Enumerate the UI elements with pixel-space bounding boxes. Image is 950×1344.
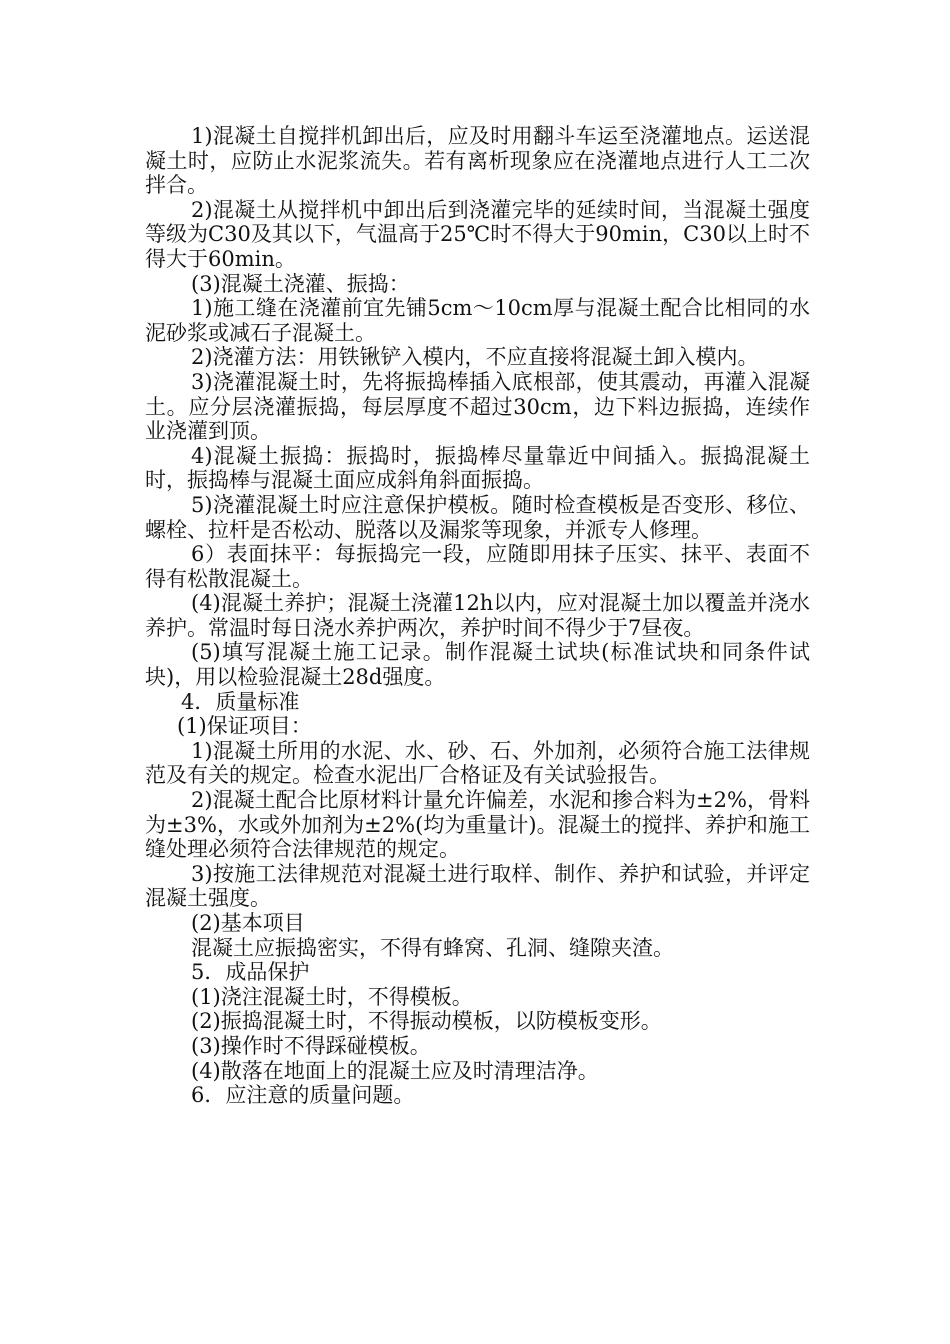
paragraph-concrete-transport: 1)混凝土自搅拌机卸出后，应及时用翻斗车运至浇灌地点。运送混凝土时，应防止水泥浆流失。若有离析现象应在浇灌地点进行人工二次拌合。 xyxy=(145,124,810,198)
paragraph-formwork-protection: 5)浇灌混凝土时应注意保护模板。随时检查模板是否变形、移位、螺栓、拉杆是否松动、脱落以及漏浆等现象，并派专人修理。 xyxy=(145,492,810,542)
document-body xyxy=(145,124,810,1108)
paragraph-dense-vibration: 混凝土应振捣密实，不得有蜂窝、孔洞、缝隙夹渣。 xyxy=(191,935,674,960)
paragraph-materials-compliance: 1)混凝土所用的水泥、水、砂、石、外加剂，必须符合施工法律规范及有关的规定。检查水泥出厂合格证及有关试验报告。 xyxy=(145,738,810,788)
paragraph-curing: (4)混凝土养护；混凝土浇灌12h以内，应对混凝土加以覆盖并浇水养护。常温时每日浇水养护两次，养护时间不得少于7昼夜。 xyxy=(145,591,810,640)
paragraph-protection-2: (2)振捣混凝土时，不得振动模板，以防模板变形。 xyxy=(191,1009,662,1034)
paragraph-casting-duration: 2)混凝土从搅拌机中卸出后到浇灌完毕的延续时间，当混凝土强度等级为C30及其以下，气温高于25℃时不得大于90min，C30以上时不得大于60min。 xyxy=(145,197,810,271)
paragraph-casting-method: 2)浇灌方法：用铁锹铲入模内，不应直接将混凝土卸入模内。 xyxy=(191,345,759,370)
paragraph-surface-smoothing: 6）表面抹平：每振捣完一段，应随即用抹子压实、抹平、表面不得有松散混凝土。 xyxy=(145,542,810,591)
heading-product-protection: 5．成品保护 xyxy=(191,960,310,985)
heading-quality-issues: 6．应注意的质量问题。 xyxy=(191,1083,415,1108)
paragraph-protection-1: (1)浇注混凝土时，不得模板。 xyxy=(191,984,473,1009)
subheading-casting-vibrating: (3)混凝土浇灌、振捣： xyxy=(191,271,410,296)
paragraph-protection-3: (3)操作时不得踩碰模板。 xyxy=(191,1033,431,1058)
paragraph-construction-joint: 1)施工缝在浇灌前宜先铺5cm～10cm厚与混凝土配合比相同的水泥砂浆或减石子混凝土。 xyxy=(145,296,810,345)
paragraph-layered-casting: 3)浇灌混凝土时，先将振捣棒插入底根部，使其震动，再灌入混凝土。应分层浇灌振捣，每层厚度不超过30cm，边下料边振捣，连续作业浇灌到顶。 xyxy=(145,369,810,444)
subheading-basic-items: (2)基本项目 xyxy=(191,911,305,935)
paragraph-protection-4: (4)散落在地面上的混凝土应及时清理洁净。 xyxy=(191,1058,599,1083)
paragraph-vibrating: 4)混凝土振捣：振捣时，振捣棒尽量靠近中间插入。振捣混凝土时，振捣棒与混凝土面应成斜角斜面振捣。 xyxy=(145,443,810,493)
paragraph-sampling-testing: 3)按施工法律规范对混凝土进行取样、制作、养护和试验，并评定混凝土强度。 xyxy=(145,861,810,911)
subheading-guaranteed-items: (1)保证项目： xyxy=(177,714,312,739)
paragraph-mix-tolerance: 2)混凝土配合比原材料计量允许偏差，水泥和掺合料为±2%，骨料为±3%，水或外加剂为±2%(均为重量计)。混凝土的搅拌、养护和施工缝处理必须符合法律规范的规定。 xyxy=(145,788,810,862)
paragraph-construction-record: (5)填写混凝土施工记录。制作混凝土试块(标准试块和同条件试块)，用以检验混凝土28d强度。 xyxy=(145,640,810,690)
heading-quality-standard: 4．质量标准 xyxy=(181,689,300,714)
